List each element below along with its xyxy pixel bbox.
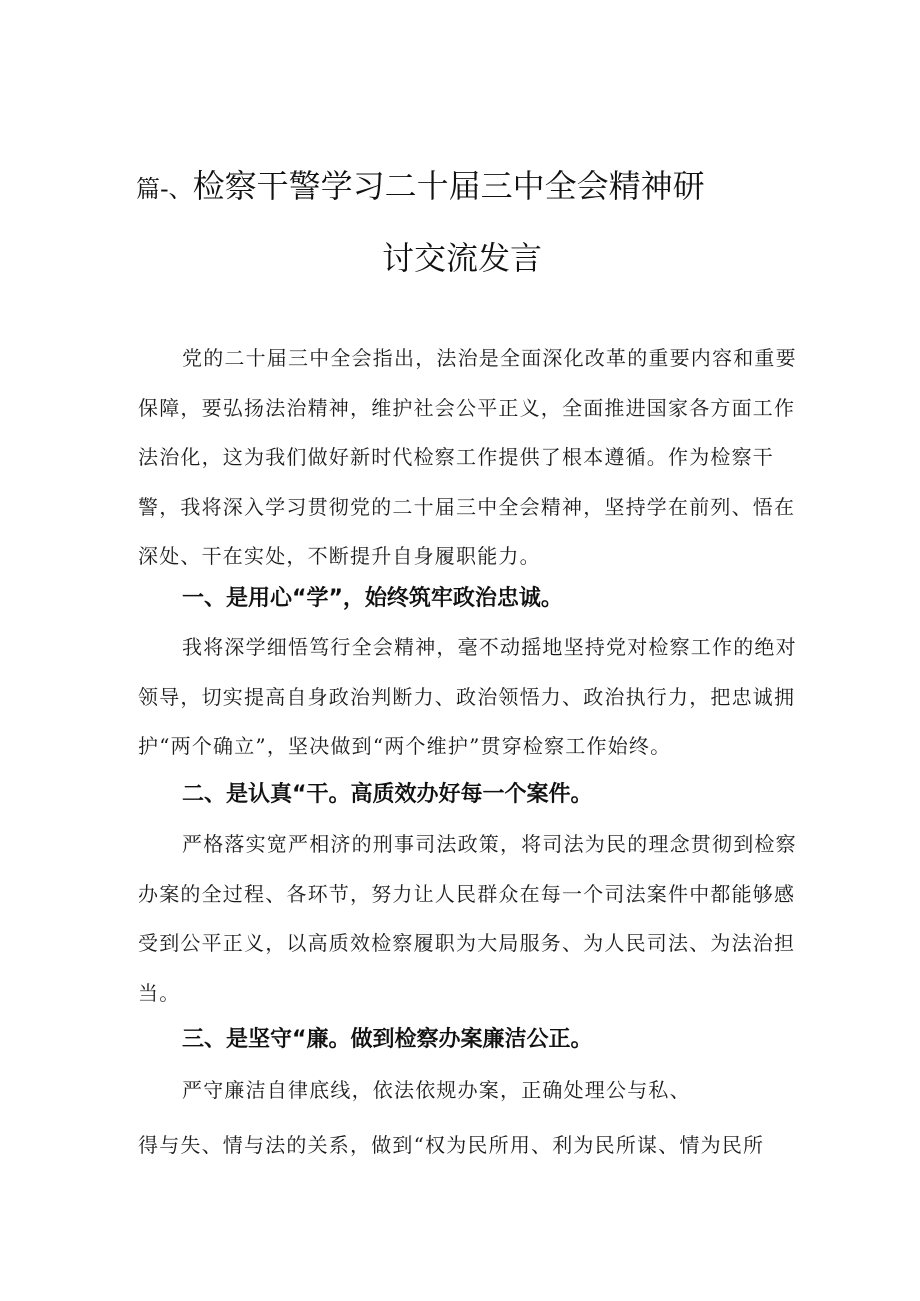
document-title-line-2: 讨交流发言 [382,239,543,277]
section-heading-1: 一、是用心“学”，始终筑牢政治忠诚。 [182,586,563,611]
title-text-1: 检察干警学习二十届三中全会精神研 [192,167,705,205]
title-prefix: 篇-、 [136,175,193,203]
section-body-3-line-2: 得与失、情与法的关系，做到“权为民所用、利为民所谋、情为民所 [138,1133,765,1157]
section-body-3-line-1: 严守廉洁自律底线，依法依规办案，正确处理公与私、 [182,1078,691,1102]
intro-paragraph: 党的二十届三中全会指出，法治是全面深化改革的重要内容和重要保障，要弘扬法治精神，维护社会公平正义，全面推进国家各方面工作法治化，这为我们做好新时代检察工作提供了根本遵循。作为检察干警，我将深入学习贯彻党的二十届三中全会精神，坚持学在前列、悟在深处、干在实处，不断提升自身履职能力。 [138,346,797,568]
section-heading-3: 三、是坚守“廉。做到检察办案廉洁公正。 [182,1027,593,1052]
section-body-1: 我将深学细悟笃行全会精神，毫不动摇地坚持党对检察工作的绝对领导，切实提高自身政治判断力、政治领悟力、政治执行力，把忠诚拥护“两个确立”，坚决做到“两个维护”贯穿检察工作始终。 [138,635,797,758]
section-body-2: 严格落实宽严相济的刑事司法政策，将司法为民的理念贯彻到检察办案的全过程、各环节，努力让人民群众在每一个司法案件中都能够感受到公平正义，以高质效检察履职为大局服务、为人民司法、为法治担当。 [138,832,797,1005]
document-title-line-1 [136,166,705,209]
section-heading-2: 二、是认真“干。高质效办好每一个案件。 [182,782,593,807]
